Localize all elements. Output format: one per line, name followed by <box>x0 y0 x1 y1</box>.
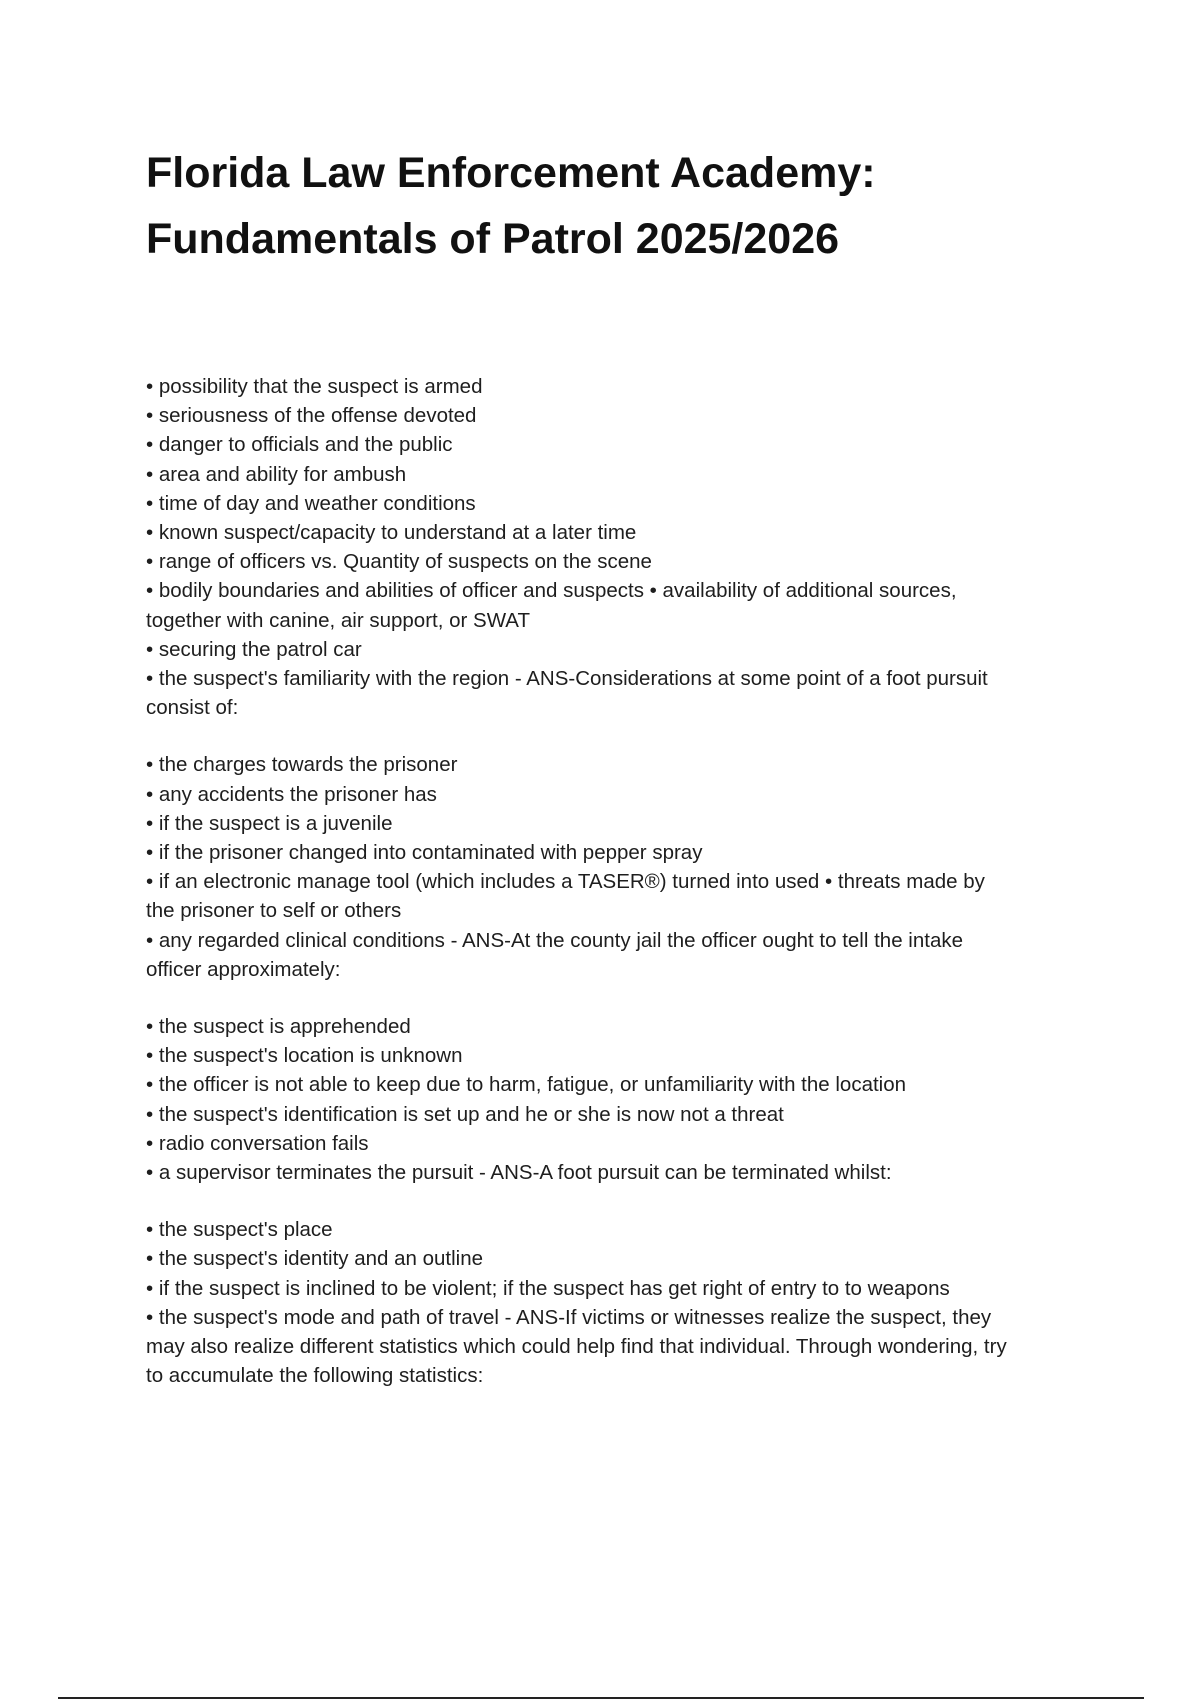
text-line: • the suspect's identity and an outline <box>146 1247 484 1271</box>
text-line: • possibility that the suspect is armed <box>146 375 483 398</box>
text-line: • area and ability for ambush <box>146 462 407 486</box>
text-line: • if the prisoner changed into contaminated with pepper spray <box>146 841 703 865</box>
text-line: consist of: <box>146 696 239 720</box>
page-title <box>146 140 1106 272</box>
text-line: • any accidents the prisoner has <box>146 782 437 806</box>
text-line: • any regarded clinical conditions - ANS-At the county jail the officer ought to tell the intake <box>146 928 964 952</box>
page-title-line-2: Fundamentals of Patrol 2025/2026 <box>146 215 840 263</box>
text-line: • range of officers vs. Quantity of suspects on the scene <box>146 550 652 574</box>
text-line: • seriousness of the offense devoted <box>146 404 477 428</box>
text-line: • danger to officials and the public <box>146 433 453 457</box>
text-line: • if the suspect is inclined to be violent; if the suspect has get right of entry to to weapons <box>146 1276 950 1300</box>
text-line: • the suspect is apprehended <box>146 1015 411 1039</box>
text-line: • if an electronic manage tool (which includes a TASER®) turned into used • threats made by <box>146 870 985 894</box>
text-line: • the officer is not able to keep due to harm, fatigue, or unfamiliarity with the location <box>146 1073 907 1097</box>
text-line: • the suspect's familiarity with the region - ANS-Considerations at some point of a foot pursuit <box>146 667 988 691</box>
text-line: • the suspect's place <box>146 1218 333 1242</box>
text-line: • time of day and weather conditions <box>146 491 476 515</box>
document-body <box>146 372 1086 1419</box>
text-line: • securing the patrol car <box>146 637 362 661</box>
page-bottom-divider <box>58 1697 1144 1699</box>
text-line: • the charges towards the prisoner <box>146 753 458 777</box>
text-line: • known suspect/capacity to understand at a later time <box>146 521 637 545</box>
text-line: • a supervisor terminates the pursuit - ANS-A foot pursuit can be terminated whilst: <box>146 1161 892 1185</box>
text-line: to accumulate the following statistics: <box>146 1364 484 1388</box>
section-foot-pursuit-considerations <box>146 372 1086 722</box>
text-line: • if the suspect is a juvenile <box>146 811 393 835</box>
section-county-jail-intake <box>146 750 1086 984</box>
text-line: • the suspect's mode and path of travel - ANS-If victims or witnesses realize the suspect, they <box>146 1305 992 1329</box>
text-line: officer approximately: <box>146 957 341 981</box>
text-line: may also realize different statistics which could help find that individual. Through wondering, try <box>146 1335 1007 1359</box>
section-pursuit-termination <box>146 1012 1086 1187</box>
text-line: • radio conversation fails <box>146 1131 369 1155</box>
text-line: • bodily boundaries and abilities of officer and suspects • availability of additional sources, <box>146 579 957 603</box>
section-witness-statistics <box>146 1215 1086 1390</box>
page-title-line-1: Florida Law Enforcement Academy: <box>146 149 876 197</box>
text-line: the prisoner to self or others <box>146 899 402 923</box>
text-line: • the suspect's location is unknown <box>146 1044 463 1068</box>
text-line: together with canine, air support, or SWAT <box>146 608 530 632</box>
text-line: • the suspect's identification is set up and he or she is now not a threat <box>146 1102 784 1126</box>
